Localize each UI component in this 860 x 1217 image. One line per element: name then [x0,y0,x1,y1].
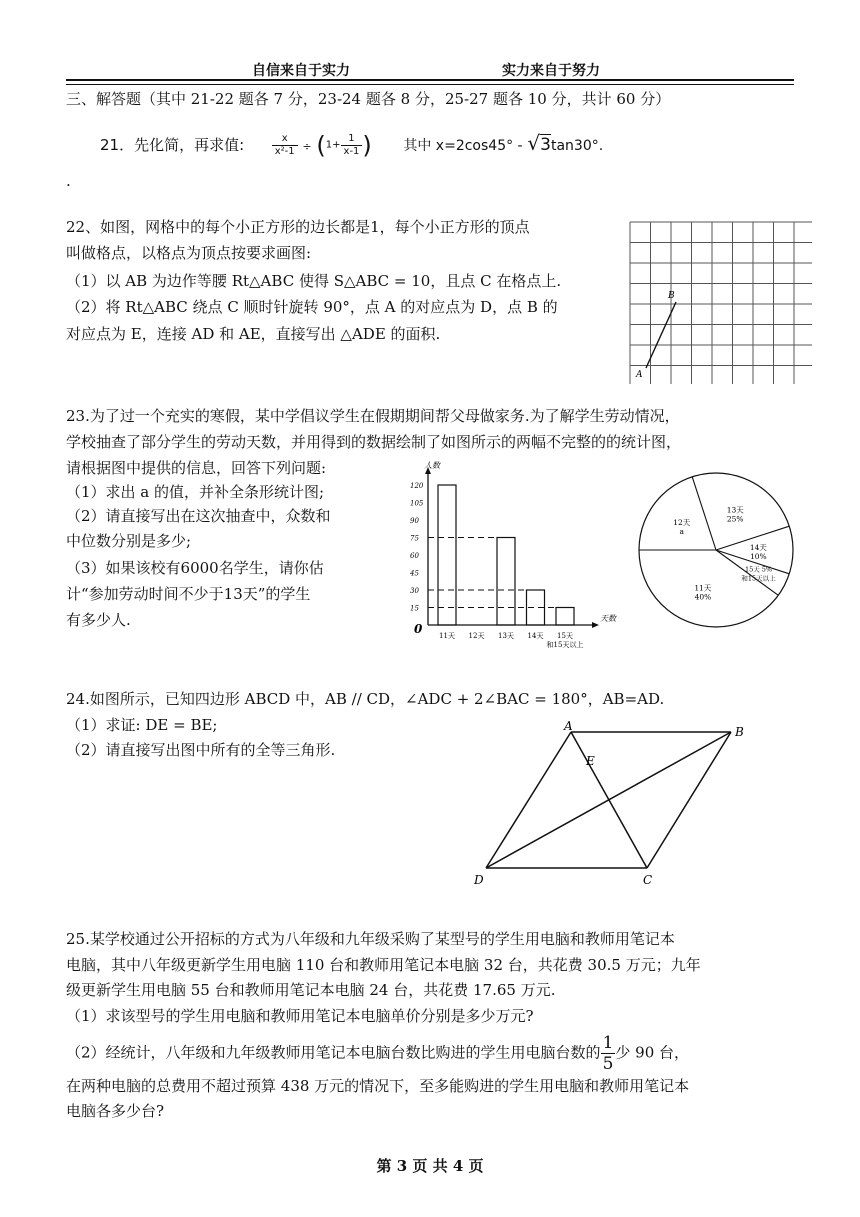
x-axis-arrow [592,622,599,628]
point-label-b: B [668,291,675,301]
q24-line-2: （1）求证: DE = BE; [66,716,218,734]
y-tick-label: 75 [410,534,419,543]
q23-line-5: （2）请直接写出在这次抽查中，众数和 [66,507,331,525]
q22-grid-figure [626,218,812,384]
stray-dot: . [66,172,71,190]
diagonal-bd [486,732,731,868]
q22-line-1: 22、如图，网格中的每个小正方形的边长都是1，每个小正方形的顶点 [66,218,530,236]
q25-line-3: 级更新学生用电脑 55 台和教师用笔记本电脑 24 台，共花费 17.65 万元. [66,981,556,999]
point-d: D [474,873,484,887]
q21-lead: 21．先化简，再求值: [100,136,245,154]
y-tick-label: 105 [410,499,424,508]
x-tick-label: 14天 [527,632,544,640]
pie-slice-1-edge [692,477,716,550]
x-axis-label: 天数 [600,614,616,623]
pie-chart [636,470,806,630]
question-21: 21．先化简，再求值: $\frac{x}{\text{x²-1}}$ ÷ (1+ $\frac{1}{x-1}$ ) 其中 x=2cos45° - √3tan30°. [100,131,604,160]
one-fifth-fraction: $\frac{1}{5}$ [602,1033,614,1074]
pie-slice-2-label: 10% [750,552,767,561]
section-title: 三、解答题（其中 21-22 题各 7 分，23-24 题各 8 分，25-27 题各 10 分，共计 60 分） [66,90,671,108]
y-tick-label: 60 [410,552,419,560]
q25-line-2: 电脑，其中八年级更新学生用电脑 110 台和教师用笔记本电脑 32 台，共花费 30.5 万元；九年 [66,956,701,974]
pie-slice-5-label: a [679,527,684,537]
header-left-motto: 自信来自于实力 [252,63,350,79]
pie-slice-1-label: 13天 [726,505,744,515]
header-rule-thick [66,79,794,81]
q21-fraction-1: $\frac{x}{\text{x²-1}}$ [272,133,298,158]
header-rule-thin [66,84,794,85]
q23-line-7: （3）如果该校有6000名学生，请你估 [66,559,324,577]
x-tick-label: 和15天以上 [546,641,584,649]
q24-line-1: 24.如图所示，已知四边形 ABCD 中，AB // CD，∠ADC + 2∠BAC = 180°，AB=AD. [66,690,665,708]
point-a: A [564,719,573,733]
edge-da [486,732,571,868]
y-tick-label: 0 [414,622,423,636]
x-tick-label: 13天 [498,632,514,640]
q24-line-3: （2）请直接写出图中所有的全等三角形. [66,741,336,759]
q23-line-4: （1）求出 a 的值，并补全条形统计图; [66,483,325,501]
page-number: 第 3 页 共 4 页 [376,1157,484,1175]
edge-bc [647,732,731,868]
q23-line-6: 中位数分别是多少; [66,532,192,550]
q21-fraction-2: $\frac{1}{x-1}$ [341,133,363,158]
q24-quadrilateral-figure [468,718,758,890]
pie-slice-1-label: 25% [726,514,744,524]
pie-slice-3-label: 和15天以上 [741,574,776,583]
x-tick-label: 15天 [557,632,573,640]
bar-1 [438,485,456,625]
q25-line-5: （2）经统计，八年级和九年级教师用笔记本电脑台数比购进的学生用电脑台数的 $\frac{1}{5}$ 少 90 台， [66,1033,690,1074]
q23-line-9: 有多少人. [66,611,131,629]
bar-5 [556,608,574,626]
q22-line-3: （1）以 AB 为边作等腰 Rt△ABC 使得 S△ABC = 10，且点 C 在格点上. [66,272,562,290]
y-tick-label: 30 [410,587,419,595]
point-label-a: A [636,370,643,380]
y-tick-label: 45 [410,569,419,578]
y-tick-label: 90 [410,517,419,525]
y-tick-label: 120 [410,482,424,490]
q25-line-1: 25.某学校通过公开招标的方式为八年级和九年级采购了某型号的学生用电脑和教师用笔记本 [66,930,675,948]
q25-line-4: （1）求该型号的学生用电脑和教师用笔记本电脑单价分别是多少万元? [66,1007,534,1025]
point-e: E [586,754,595,768]
q23-line-1: 23.为了过一个充实的寒假，某中学倡议学生在假期期间帮父母做家务.为了解学生劳动情况， [66,407,680,425]
header-right-motto: 实力来自于努力 [502,63,600,79]
bar-chart [400,460,630,670]
q22-line-4: （2）将 Rt△ABC 绕点 C 顺时针旋转 90°，点 A 的对应点为 D，点 B 的 [66,298,558,316]
pie-slice-2-label: 14天 [749,543,767,552]
point-c: C [643,873,653,887]
point-b: B [735,725,744,739]
x-tick-label: 11天 [439,632,455,640]
x-tick-label: 12天 [468,632,485,640]
q25-line-6: 在两种电脑的总费用不超过预算 438 万元的情况下，至多能购进的学生用电脑和教师用笔记本 [66,1077,690,1095]
q22-line-5: 对应点为 E，连接 AD 和 AE，直接写出 △ADE 的面积. [66,325,441,343]
pie-slice-5-label: 12天 [673,518,691,528]
q21-condition: 其中 x=2cos45° - [403,138,523,154]
pie-slice-3-label: 15天 5% [744,565,773,574]
q23-line-2: 学校抽查了部分学生的劳动天数，并用得到的数据绘制了如图所示的两幅不完整的的统计图， [66,433,682,451]
pie-slice-4-label: 40% [694,592,712,602]
pie-slice-4-label: 11天 [694,583,712,593]
bar-3 [497,538,515,626]
q23-line-3: 请根据图中提供的信息，回答下列问题: [66,459,327,477]
q23-line-8: 计“参加劳动时间不少于13天”的学生 [66,585,311,603]
y-axis-label: 人数 [424,461,440,470]
q22-line-2: 叫做格点，以格点为顶点按要求画图: [66,244,312,262]
q25-line-7: 电脑各多少台? [66,1102,165,1120]
y-tick-label: 15 [410,604,419,613]
